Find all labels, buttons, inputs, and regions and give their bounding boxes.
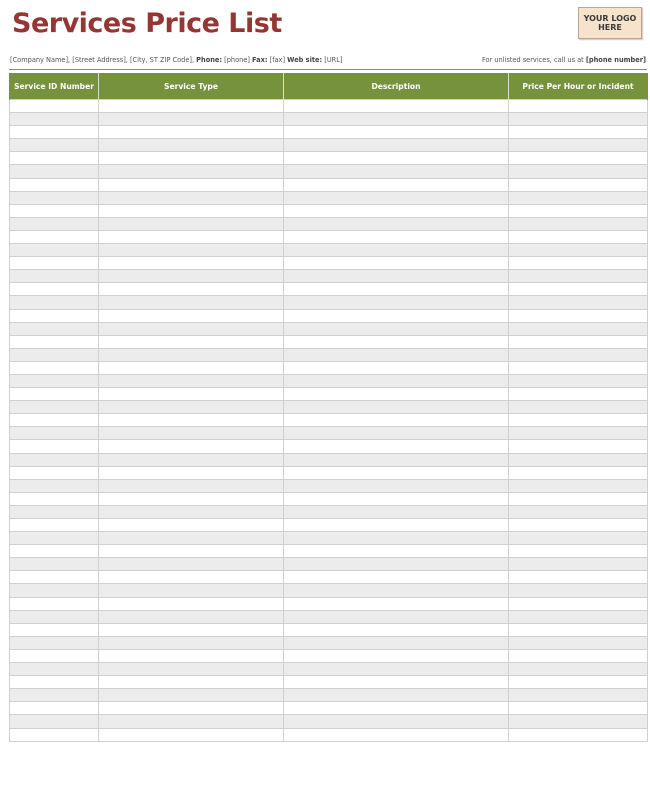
table-row — [10, 492, 648, 505]
service-type-cell[interactable] — [99, 217, 284, 230]
service-id-cell[interactable] — [10, 165, 99, 178]
description-cell[interactable] — [284, 139, 509, 152]
service-type-cell[interactable] — [99, 453, 284, 466]
price-cell[interactable] — [509, 283, 648, 296]
description-cell[interactable] — [284, 636, 509, 649]
service-type-cell[interactable] — [99, 584, 284, 597]
header-description: Description — [284, 73, 509, 100]
service-id-cell[interactable] — [10, 296, 99, 309]
table-row — [10, 309, 648, 322]
unlisted-text: For unlisted services, call us at — [481, 56, 584, 64]
price-cell[interactable] — [509, 702, 648, 715]
description-cell[interactable] — [284, 283, 509, 296]
service-type-cell[interactable] — [99, 610, 284, 623]
service-type-cell[interactable] — [99, 636, 284, 649]
description-cell[interactable] — [284, 270, 509, 283]
service-id-cell[interactable] — [10, 217, 99, 230]
description-cell[interactable] — [284, 244, 509, 257]
service-type-cell[interactable] — [99, 361, 284, 374]
price-cell[interactable] — [509, 322, 648, 335]
service-id-cell[interactable] — [10, 230, 99, 243]
table-row — [10, 636, 648, 649]
price-cell[interactable] — [509, 296, 648, 309]
service-type-cell[interactable] — [99, 479, 284, 492]
service-id-cell[interactable] — [10, 715, 99, 728]
price-cell[interactable] — [509, 217, 648, 230]
service-type-cell[interactable] — [99, 676, 284, 689]
price-cell[interactable] — [509, 571, 648, 584]
price-cell[interactable] — [509, 479, 648, 492]
price-cell[interactable] — [509, 230, 648, 243]
price-cell[interactable] — [509, 663, 648, 676]
price-cell[interactable] — [509, 100, 648, 113]
description-cell[interactable] — [284, 348, 509, 361]
service-type-cell[interactable] — [99, 414, 284, 427]
service-type-cell[interactable] — [99, 505, 284, 518]
service-id-cell[interactable] — [10, 191, 99, 204]
service-id-cell[interactable] — [10, 532, 99, 545]
service-id-cell[interactable] — [10, 178, 99, 191]
service-id-cell[interactable] — [10, 388, 99, 401]
table-row — [10, 689, 648, 702]
table-row — [10, 702, 648, 715]
price-cell[interactable] — [509, 139, 648, 152]
website-label: Web site: — [287, 56, 323, 64]
table-row — [10, 597, 648, 610]
service-type-cell[interactable] — [99, 257, 284, 270]
header-price: Price Per Hour or Incident — [509, 73, 648, 100]
description-cell[interactable] — [284, 492, 509, 505]
service-id-cell[interactable] — [10, 309, 99, 322]
price-cell[interactable] — [509, 204, 648, 217]
table-header-row — [10, 73, 648, 100]
description-cell[interactable] — [284, 453, 509, 466]
price-cell[interactable] — [509, 519, 648, 532]
table-row — [10, 165, 648, 178]
service-type-cell[interactable] — [99, 348, 284, 361]
table-row — [10, 204, 648, 217]
price-cell[interactable] — [509, 636, 648, 649]
description-cell[interactable] — [284, 204, 509, 217]
description-cell[interactable] — [284, 309, 509, 322]
service-type-cell[interactable] — [99, 113, 284, 126]
description-cell[interactable] — [284, 414, 509, 427]
service-id-cell[interactable] — [10, 545, 99, 558]
table-row — [10, 322, 648, 335]
price-cell[interactable] — [509, 532, 648, 545]
price-cell[interactable] — [509, 715, 648, 728]
price-cell[interactable] — [509, 270, 648, 283]
price-cell[interactable] — [509, 623, 648, 636]
table-row — [10, 152, 648, 165]
header-divider — [9, 69, 647, 70]
description-cell[interactable] — [284, 571, 509, 584]
table-row — [10, 113, 648, 126]
price-cell[interactable] — [509, 492, 648, 505]
table-row — [10, 270, 648, 283]
table-row — [10, 296, 648, 309]
service-id-cell[interactable] — [10, 257, 99, 270]
table-row — [10, 374, 648, 387]
service-type-cell[interactable] — [99, 702, 284, 715]
description-cell[interactable] — [284, 702, 509, 715]
description-cell[interactable] — [284, 597, 509, 610]
service-type-cell[interactable] — [99, 715, 284, 728]
price-cell[interactable] — [509, 113, 648, 126]
price-cell[interactable] — [509, 414, 648, 427]
service-type-cell[interactable] — [99, 558, 284, 571]
price-cell[interactable] — [509, 126, 648, 139]
description-cell[interactable] — [284, 505, 509, 518]
table-row — [10, 584, 648, 597]
table-row — [10, 230, 648, 243]
service-id-cell[interactable] — [10, 702, 99, 715]
phone-label: Phone: — [196, 56, 223, 64]
description-cell[interactable] — [284, 257, 509, 270]
service-type-cell[interactable] — [99, 623, 284, 636]
service-id-cell[interactable] — [10, 689, 99, 702]
service-type-cell[interactable] — [99, 466, 284, 479]
price-cell[interactable] — [509, 505, 648, 518]
table-row — [10, 571, 648, 584]
table-row — [10, 414, 648, 427]
description-cell[interactable] — [284, 440, 509, 453]
logo-placeholder — [578, 7, 642, 39]
table-row — [10, 427, 648, 440]
website-value: [URL] — [324, 56, 343, 64]
service-type-cell[interactable] — [99, 728, 284, 741]
service-id-cell[interactable] — [10, 558, 99, 571]
table-row — [10, 715, 648, 728]
description-cell[interactable] — [284, 191, 509, 204]
phone-value: [phone] — [224, 56, 250, 64]
service-type-cell[interactable] — [99, 191, 284, 204]
service-type-cell[interactable] — [99, 335, 284, 348]
description-cell[interactable] — [284, 113, 509, 126]
service-id-cell[interactable] — [10, 270, 99, 283]
table-row — [10, 519, 648, 532]
service-id-cell[interactable] — [10, 663, 99, 676]
table-row — [10, 479, 648, 492]
description-cell[interactable] — [284, 466, 509, 479]
service-id-cell[interactable] — [10, 636, 99, 649]
service-id-cell[interactable] — [10, 113, 99, 126]
table-row — [10, 453, 648, 466]
service-type-cell[interactable] — [99, 545, 284, 558]
description-cell[interactable] — [284, 689, 509, 702]
table-row — [10, 401, 648, 414]
table-body — [10, 100, 648, 742]
service-id-cell[interactable] — [10, 348, 99, 361]
service-type-cell[interactable] — [99, 440, 284, 453]
description-cell[interactable] — [284, 217, 509, 230]
price-cell[interactable] — [509, 689, 648, 702]
description-cell[interactable] — [284, 663, 509, 676]
service-id-cell[interactable] — [10, 283, 99, 296]
service-type-cell[interactable] — [99, 139, 284, 152]
price-cell[interactable] — [509, 361, 648, 374]
service-type-cell[interactable] — [99, 597, 284, 610]
service-type-cell[interactable] — [99, 532, 284, 545]
price-cell[interactable] — [509, 558, 648, 571]
table-row — [10, 217, 648, 230]
price-cell[interactable] — [509, 388, 648, 401]
price-cell[interactable] — [509, 244, 648, 257]
service-id-cell[interactable] — [10, 361, 99, 374]
service-id-cell[interactable] — [10, 505, 99, 518]
price-cell[interactable] — [509, 545, 648, 558]
service-id-cell[interactable] — [10, 414, 99, 427]
table-row — [10, 545, 648, 558]
service-id-cell[interactable] — [10, 427, 99, 440]
unlisted-services-note — [482, 56, 646, 64]
description-cell[interactable] — [284, 676, 509, 689]
service-type-cell[interactable] — [99, 388, 284, 401]
price-cell[interactable] — [509, 401, 648, 414]
service-type-cell[interactable] — [99, 519, 284, 532]
service-id-cell[interactable] — [10, 728, 99, 741]
price-cell[interactable] — [509, 374, 648, 387]
service-id-cell[interactable] — [10, 204, 99, 217]
price-cell[interactable] — [509, 597, 648, 610]
header-service-id: Service ID Number — [10, 73, 99, 100]
service-id-cell[interactable] — [10, 322, 99, 335]
price-cell[interactable] — [509, 453, 648, 466]
description-cell[interactable] — [284, 152, 509, 165]
service-type-cell[interactable] — [99, 322, 284, 335]
service-type-cell[interactable] — [99, 492, 284, 505]
service-id-cell[interactable] — [10, 466, 99, 479]
description-cell[interactable] — [284, 610, 509, 623]
description-cell[interactable] — [284, 623, 509, 636]
service-type-cell[interactable] — [99, 244, 284, 257]
service-id-cell[interactable] — [10, 584, 99, 597]
price-cell[interactable] — [509, 178, 648, 191]
price-cell[interactable] — [509, 610, 648, 623]
price-cell[interactable] — [509, 257, 648, 270]
table-row — [10, 361, 648, 374]
page-title: Services Price List — [12, 8, 282, 39]
table-row — [10, 100, 648, 113]
price-cell[interactable] — [509, 165, 648, 178]
description-cell[interactable] — [284, 401, 509, 414]
table-row — [10, 178, 648, 191]
table-row — [10, 126, 648, 139]
price-cell[interactable] — [509, 466, 648, 479]
service-type-cell[interactable] — [99, 309, 284, 322]
service-id-cell[interactable] — [10, 571, 99, 584]
table-row — [10, 348, 648, 361]
table-row — [10, 505, 648, 518]
table-row — [10, 244, 648, 257]
table-row — [10, 663, 648, 676]
service-id-cell[interactable] — [10, 100, 99, 113]
service-id-cell[interactable] — [10, 126, 99, 139]
service-id-cell[interactable] — [10, 492, 99, 505]
description-cell[interactable] — [284, 427, 509, 440]
service-type-cell[interactable] — [99, 689, 284, 702]
table-row — [10, 649, 648, 662]
service-id-cell[interactable] — [10, 440, 99, 453]
description-cell[interactable] — [284, 165, 509, 178]
description-cell[interactable] — [284, 584, 509, 597]
service-type-cell[interactable] — [99, 270, 284, 283]
service-id-cell[interactable] — [10, 374, 99, 387]
table-row — [10, 283, 648, 296]
table-row — [10, 335, 648, 348]
table-row — [10, 728, 648, 741]
service-type-cell[interactable] — [99, 178, 284, 191]
description-cell[interactable] — [284, 178, 509, 191]
description-cell[interactable] — [284, 361, 509, 374]
description-cell[interactable] — [284, 558, 509, 571]
unlisted-phone: [phone number] — [585, 56, 646, 64]
table-row — [10, 440, 648, 453]
service-type-cell[interactable] — [99, 152, 284, 165]
fax-value: [fax] — [269, 56, 286, 64]
description-cell[interactable] — [284, 728, 509, 741]
service-type-cell[interactable] — [99, 663, 284, 676]
price-cell[interactable] — [509, 584, 648, 597]
price-list-table — [9, 73, 648, 742]
table-row — [10, 676, 648, 689]
description-cell[interactable] — [284, 715, 509, 728]
price-cell[interactable] — [509, 427, 648, 440]
service-id-cell[interactable] — [10, 623, 99, 636]
service-type-cell[interactable] — [99, 427, 284, 440]
price-cell[interactable] — [509, 152, 648, 165]
description-cell[interactable] — [284, 335, 509, 348]
price-cell[interactable] — [509, 440, 648, 453]
service-type-cell[interactable] — [99, 126, 284, 139]
description-cell[interactable] — [284, 322, 509, 335]
service-id-cell[interactable] — [10, 244, 99, 257]
description-cell[interactable] — [284, 126, 509, 139]
table-row — [10, 139, 648, 152]
description-cell[interactable] — [284, 100, 509, 113]
price-cell[interactable] — [509, 335, 648, 348]
table-row — [10, 191, 648, 204]
description-cell[interactable] — [284, 388, 509, 401]
price-cell[interactable] — [509, 191, 648, 204]
service-type-cell[interactable] — [99, 230, 284, 243]
service-id-cell[interactable] — [10, 401, 99, 414]
service-type-cell[interactable] — [99, 283, 284, 296]
description-cell[interactable] — [284, 230, 509, 243]
service-id-cell[interactable] — [10, 649, 99, 662]
service-id-cell[interactable] — [10, 597, 99, 610]
description-cell[interactable] — [284, 374, 509, 387]
table-row — [10, 466, 648, 479]
company-address: [Company Name], [Street Address], [City, ST ZIP Code], — [10, 56, 195, 64]
description-cell[interactable] — [284, 532, 509, 545]
table-row — [10, 388, 648, 401]
price-cell[interactable] — [509, 728, 648, 741]
table-row — [10, 532, 648, 545]
table-row — [10, 257, 648, 270]
service-type-cell[interactable] — [99, 296, 284, 309]
service-id-cell[interactable] — [10, 519, 99, 532]
service-id-cell[interactable] — [10, 453, 99, 466]
fax-label: Fax: — [252, 56, 268, 64]
price-cell[interactable] — [509, 348, 648, 361]
price-cell[interactable] — [509, 676, 648, 689]
description-cell[interactable] — [284, 479, 509, 492]
service-type-cell[interactable] — [99, 649, 284, 662]
table-row — [10, 610, 648, 623]
service-type-cell[interactable] — [99, 204, 284, 217]
table-row — [10, 558, 648, 571]
service-id-cell[interactable] — [10, 676, 99, 689]
service-type-cell[interactable] — [99, 374, 284, 387]
table-row — [10, 623, 648, 636]
service-id-cell[interactable] — [10, 335, 99, 348]
contact-info-bar — [10, 56, 646, 67]
description-cell[interactable] — [284, 649, 509, 662]
service-id-cell[interactable] — [10, 139, 99, 152]
service-id-cell[interactable] — [10, 610, 99, 623]
service-type-cell[interactable] — [99, 571, 284, 584]
service-type-cell[interactable] — [99, 165, 284, 178]
service-id-cell[interactable] — [10, 479, 99, 492]
price-cell[interactable] — [509, 309, 648, 322]
description-cell[interactable] — [284, 296, 509, 309]
price-cell[interactable] — [509, 649, 648, 662]
service-type-cell[interactable] — [99, 100, 284, 113]
description-cell[interactable] — [284, 545, 509, 558]
service-id-cell[interactable] — [10, 152, 99, 165]
header-service-type: Service Type — [99, 73, 284, 100]
logo-text: YOUR LOGO HERE — [583, 14, 637, 32]
company-contact-line — [10, 56, 342, 64]
description-cell[interactable] — [284, 519, 509, 532]
service-type-cell[interactable] — [99, 401, 284, 414]
